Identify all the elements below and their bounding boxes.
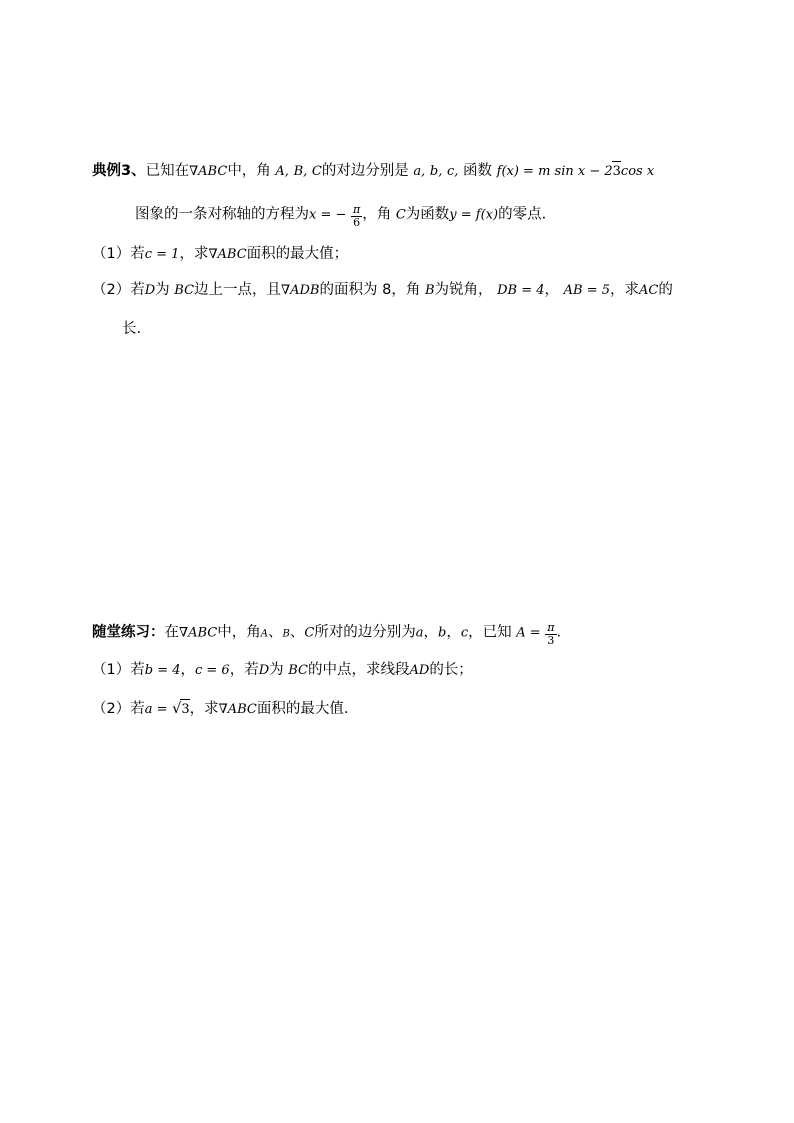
example-part-2-cont: 长. — [122, 321, 142, 337]
fraction-pi-over-6: $\frac{\pi}{6}$ — [353, 203, 361, 229]
practice-label: 随堂练习： — [92, 624, 165, 641]
function-formula: f(x) = m sin x − 2 — [496, 164, 613, 179]
example-line-2: 图象的一条对称轴的方程为x = − $\frac{\pi}{6}$ ，角 C为函数y = f(x)的零点. — [135, 203, 547, 229]
practice-part-1: （1）若b = 4，c = 6，若D为 BC的中点，求线段AD的长； — [92, 662, 473, 678]
fraction-pi-over-3: $\frac{\pi}{3}$ — [547, 621, 555, 647]
practice-part-2: （2）若a = √3，求∇ABC面积的最大值. — [92, 699, 348, 720]
example-part-2: （2）若D为 BC边上一点，且∇ADB的面积为 8，角 B为锐角， DB = 4， AB = 5，求AC的 — [92, 282, 673, 298]
example-line-1: 典例3、已知在∇ABC中，角 A, B, C的对边分别是 a, b, c, 函数 f(x) = m sin x − 23cos x — [92, 161, 654, 182]
triangle-abc: ∇ABC — [189, 164, 228, 179]
example-part-1: （1）若c = 1，求∇ABC面积的最大值； — [92, 246, 349, 262]
practice-line-1: 随堂练习：在∇ABC中，角A、B、C所对的边分别为a，b，c，已知 A = $\frac{\pi}{3}$ . — [92, 621, 562, 647]
example-label: 典例3、 — [92, 163, 146, 179]
